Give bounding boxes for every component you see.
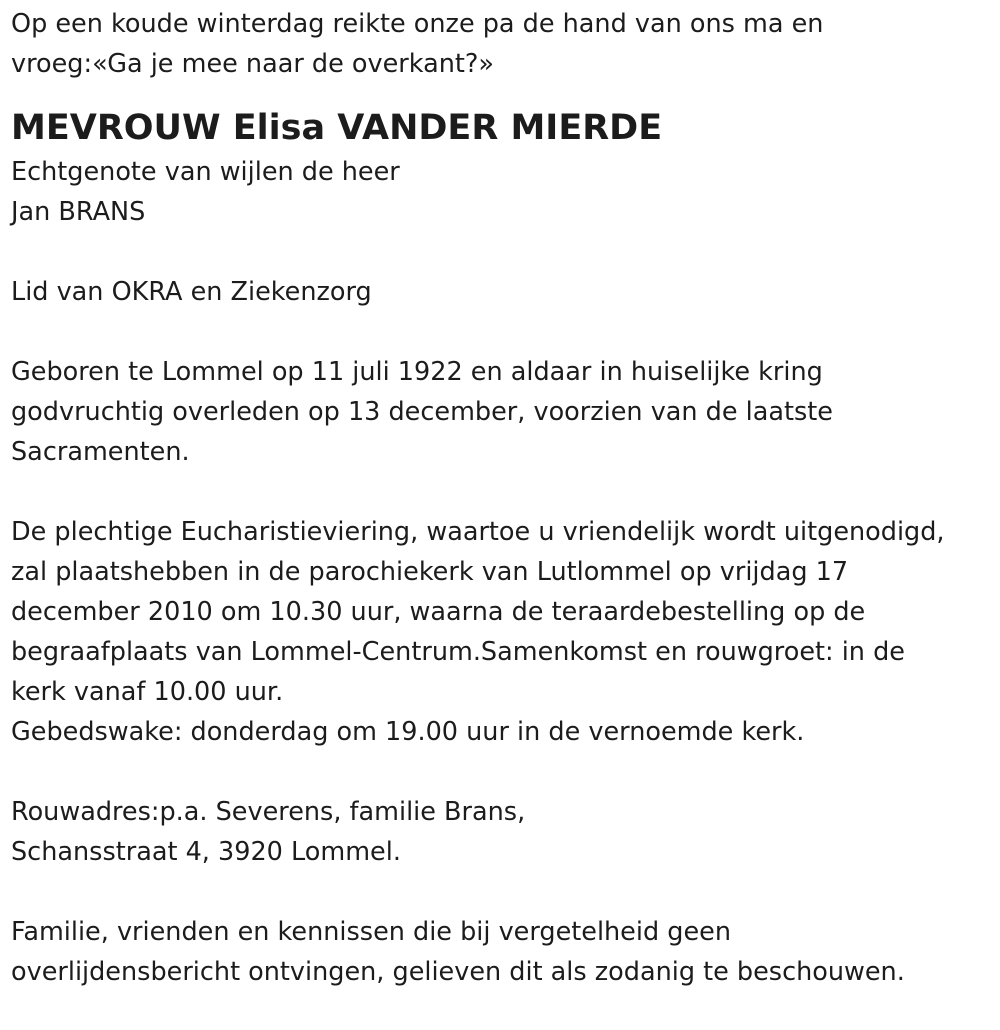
intro-line: Op een koude winterdag reikte onze pa de hand van ons ma en: [11, 9, 824, 39]
deceased-name: MEVROUW Elisa VANDER MIERDE: [11, 108, 663, 148]
intro-line: vroeg:«Ga je mee naar de overkant?»: [11, 49, 495, 79]
birth-death-line: Sacramenten.: [11, 437, 190, 467]
mourning-address: [11, 792, 996, 872]
birth-death-line: Geboren te Lommel op 11 juli 1922 en aldaar in huiselijke kring: [11, 357, 823, 387]
spouse-info: [11, 152, 996, 232]
closing-line: overlijdensbericht ontvingen, gelieven dit als zodanig te beschouwen.: [11, 957, 905, 987]
address-line: Rouwadres:p.a. Severens, familie Brans,: [11, 797, 526, 827]
ceremony-line: begraafplaats van Lommel-Centrum.Samenkomst en rouwgroet: in de: [11, 637, 905, 667]
ceremony-paragraph: [11, 512, 996, 752]
ceremony-line: december 2010 om 10.30 uur, waarna de teraardebestelling op de: [11, 597, 866, 627]
address-line: Schansstraat 4, 3920 Lommel.: [11, 837, 401, 867]
ceremony-line: kerk vanaf 10.00 uur.: [11, 677, 284, 707]
closing-paragraph: [11, 912, 996, 992]
ceremony-line: De plechtige Eucharistieviering, waartoe u vriendelijk wordt uitgenodigd,: [11, 517, 945, 547]
birth-death-paragraph: [11, 352, 996, 472]
intro-quote: [11, 4, 996, 84]
membership: Lid van OKRA en Ziekenzorg: [11, 277, 372, 307]
obituary-notice: [11, 4, 996, 992]
ceremony-line: zal plaatshebben in de parochiekerk van Lutlommel op vrijdag 17: [11, 557, 849, 587]
spouse-line: Echtgenote van wijlen de heer: [11, 157, 400, 187]
spouse-line: Jan BRANS: [11, 197, 146, 227]
closing-line: Familie, vrienden en kennissen die bij vergetelheid geen: [11, 917, 731, 947]
vigil-line: Gebedswake: donderdag om 19.00 uur in de vernoemde kerk.: [11, 717, 805, 747]
birth-death-line: godvruchtig overleden op 13 december, voorzien van de laatste: [11, 397, 833, 427]
